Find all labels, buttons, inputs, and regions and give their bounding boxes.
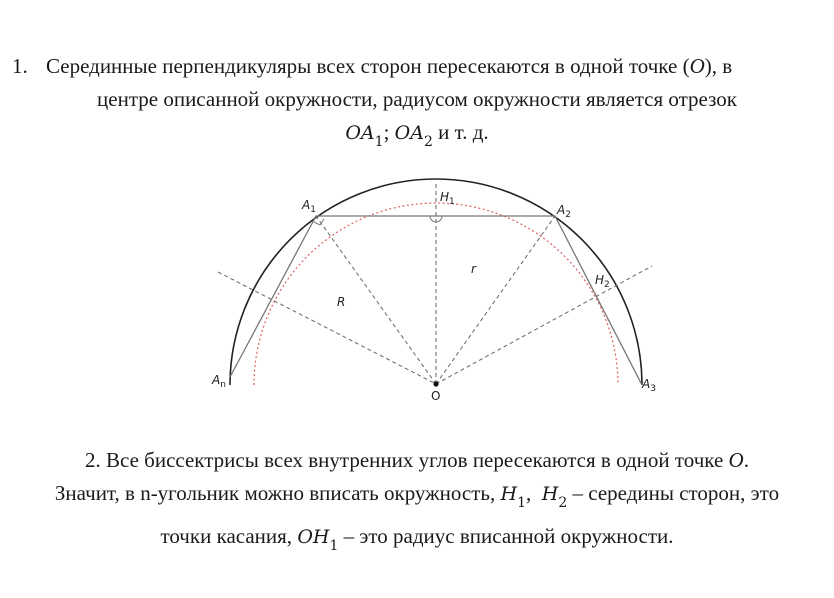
- bisector-right: [436, 266, 652, 384]
- segment-oa2: $OA_2$: [394, 122, 433, 150]
- radius-oa2: [436, 216, 555, 384]
- label-o: O: [431, 389, 441, 403]
- segment-oh1: $OH_1$: [297, 526, 339, 554]
- point-h2: $H_2$: [541, 483, 568, 511]
- label-a3: $A_3$: [642, 377, 656, 394]
- etc-text: и т. д.: [432, 120, 489, 144]
- item-number: 1.: [12, 54, 28, 78]
- paragraph-2-line-2: Значит, в n-угольник можно вписать окружность, $H_1$, $H_2$ – середины сторон, это: [54, 481, 780, 511]
- paragraph-2: [0, 444, 834, 563]
- point-h1: $H_1$: [500, 483, 526, 511]
- label-r-circumradius: R: [337, 295, 346, 309]
- paragraph-1-text-end: ), в: [704, 54, 733, 78]
- point-o: O: [689, 54, 705, 78]
- label-r-inradius: r: [471, 262, 476, 276]
- radius-oa1: [316, 216, 436, 384]
- label-h2: $H_2$: [595, 273, 610, 290]
- paragraph-2-line-1: 2. Все биссектрисы всех внутренних углов пересекаются в одной точке O.: [85, 448, 749, 472]
- label-h1: $H_1$: [440, 190, 455, 207]
- label-an: $A_n$: [212, 373, 226, 390]
- point-o-2: O: [728, 448, 744, 472]
- angle-mark-a1: [314, 219, 324, 225]
- segment-oa1: $OA_1$: [345, 122, 384, 150]
- paragraph-1-text: Серединные перпендикуляры всех сторон пересекаются в одной точке (: [46, 54, 690, 78]
- paragraph-1-line-2: центре описанной окружности, радиусом окружности является отрезок: [97, 87, 737, 111]
- bisector-left: [218, 272, 436, 384]
- separator: ;: [383, 120, 390, 144]
- center-point-o: [433, 381, 438, 386]
- label-a1: $A_1$: [302, 198, 316, 215]
- label-a2: $A_2$: [557, 203, 571, 220]
- paragraph-2-line-3: точки касания, $OH_1$ – это радиус вписанной окружности.: [160, 524, 674, 554]
